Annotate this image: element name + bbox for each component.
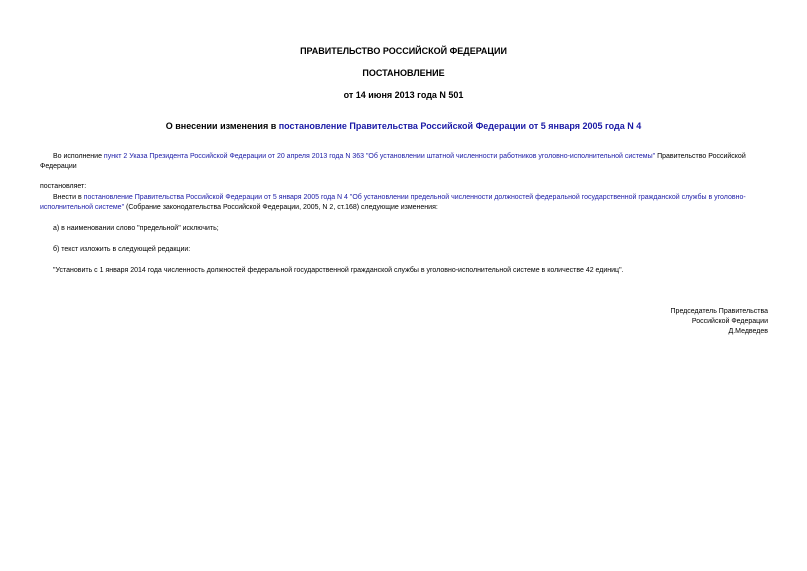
paragraph-2 xyxy=(40,193,768,213)
signature-line-1: Председатель Правительства xyxy=(670,308,768,315)
para1-link[interactable]: пункт 2 Указа Президента Российской Федерации от 20 апреля 2013 года N 363 "Об установлении штатной численности работников уголовно-исполнительной системы" xyxy=(103,153,656,160)
document-title xyxy=(0,121,807,132)
title-prefix: О внесении изменения в xyxy=(165,121,279,131)
title-link[interactable]: постановление Правительства Российской Федерации от 5 января 2005 года N 4 xyxy=(278,121,642,131)
para1-suffix: Правительство Российской Федерации xyxy=(40,153,746,170)
quote-text: "Установить с 1 января 2014 года численность должностей федеральной государственной гражданской службы в уголовно-исполнительной системе в количестве 42 единиц". xyxy=(53,267,624,274)
signature-line-2: Российской Федерации xyxy=(691,318,768,325)
para2-prefix: Внести в xyxy=(53,194,84,201)
para2-suffix: (Собрание законодательства Российской Федерации, 2005, N 2, ст.168) следующие изменения: xyxy=(124,204,438,211)
para1-prefix: Во исполнение xyxy=(53,153,104,160)
para2-link[interactable]: постановление Правительства Российской Федерации от 5 января 2005 года N 4 "Об установлении предельной численности должностей федеральной государственной гражданской службы в уголовно-исполнительной системе" xyxy=(40,194,746,211)
decides-text: постановляет: xyxy=(40,183,87,190)
paragraph-1 xyxy=(40,152,768,172)
date-number-heading: от 14 июня 2013 года N 501 xyxy=(343,90,464,100)
item-a: а) в наименовании слово "предельной" исключить; xyxy=(53,225,219,232)
signature-name: Д.Медведев xyxy=(728,328,768,335)
government-heading: ПРАВИТЕЛЬСТВО РОССИЙСКОЙ ФЕДЕРАЦИИ xyxy=(300,46,507,56)
item-b: б) текст изложить в следующей редакции: xyxy=(53,246,191,253)
document-type-heading: ПОСТАНОВЛЕНИЕ xyxy=(362,68,445,78)
